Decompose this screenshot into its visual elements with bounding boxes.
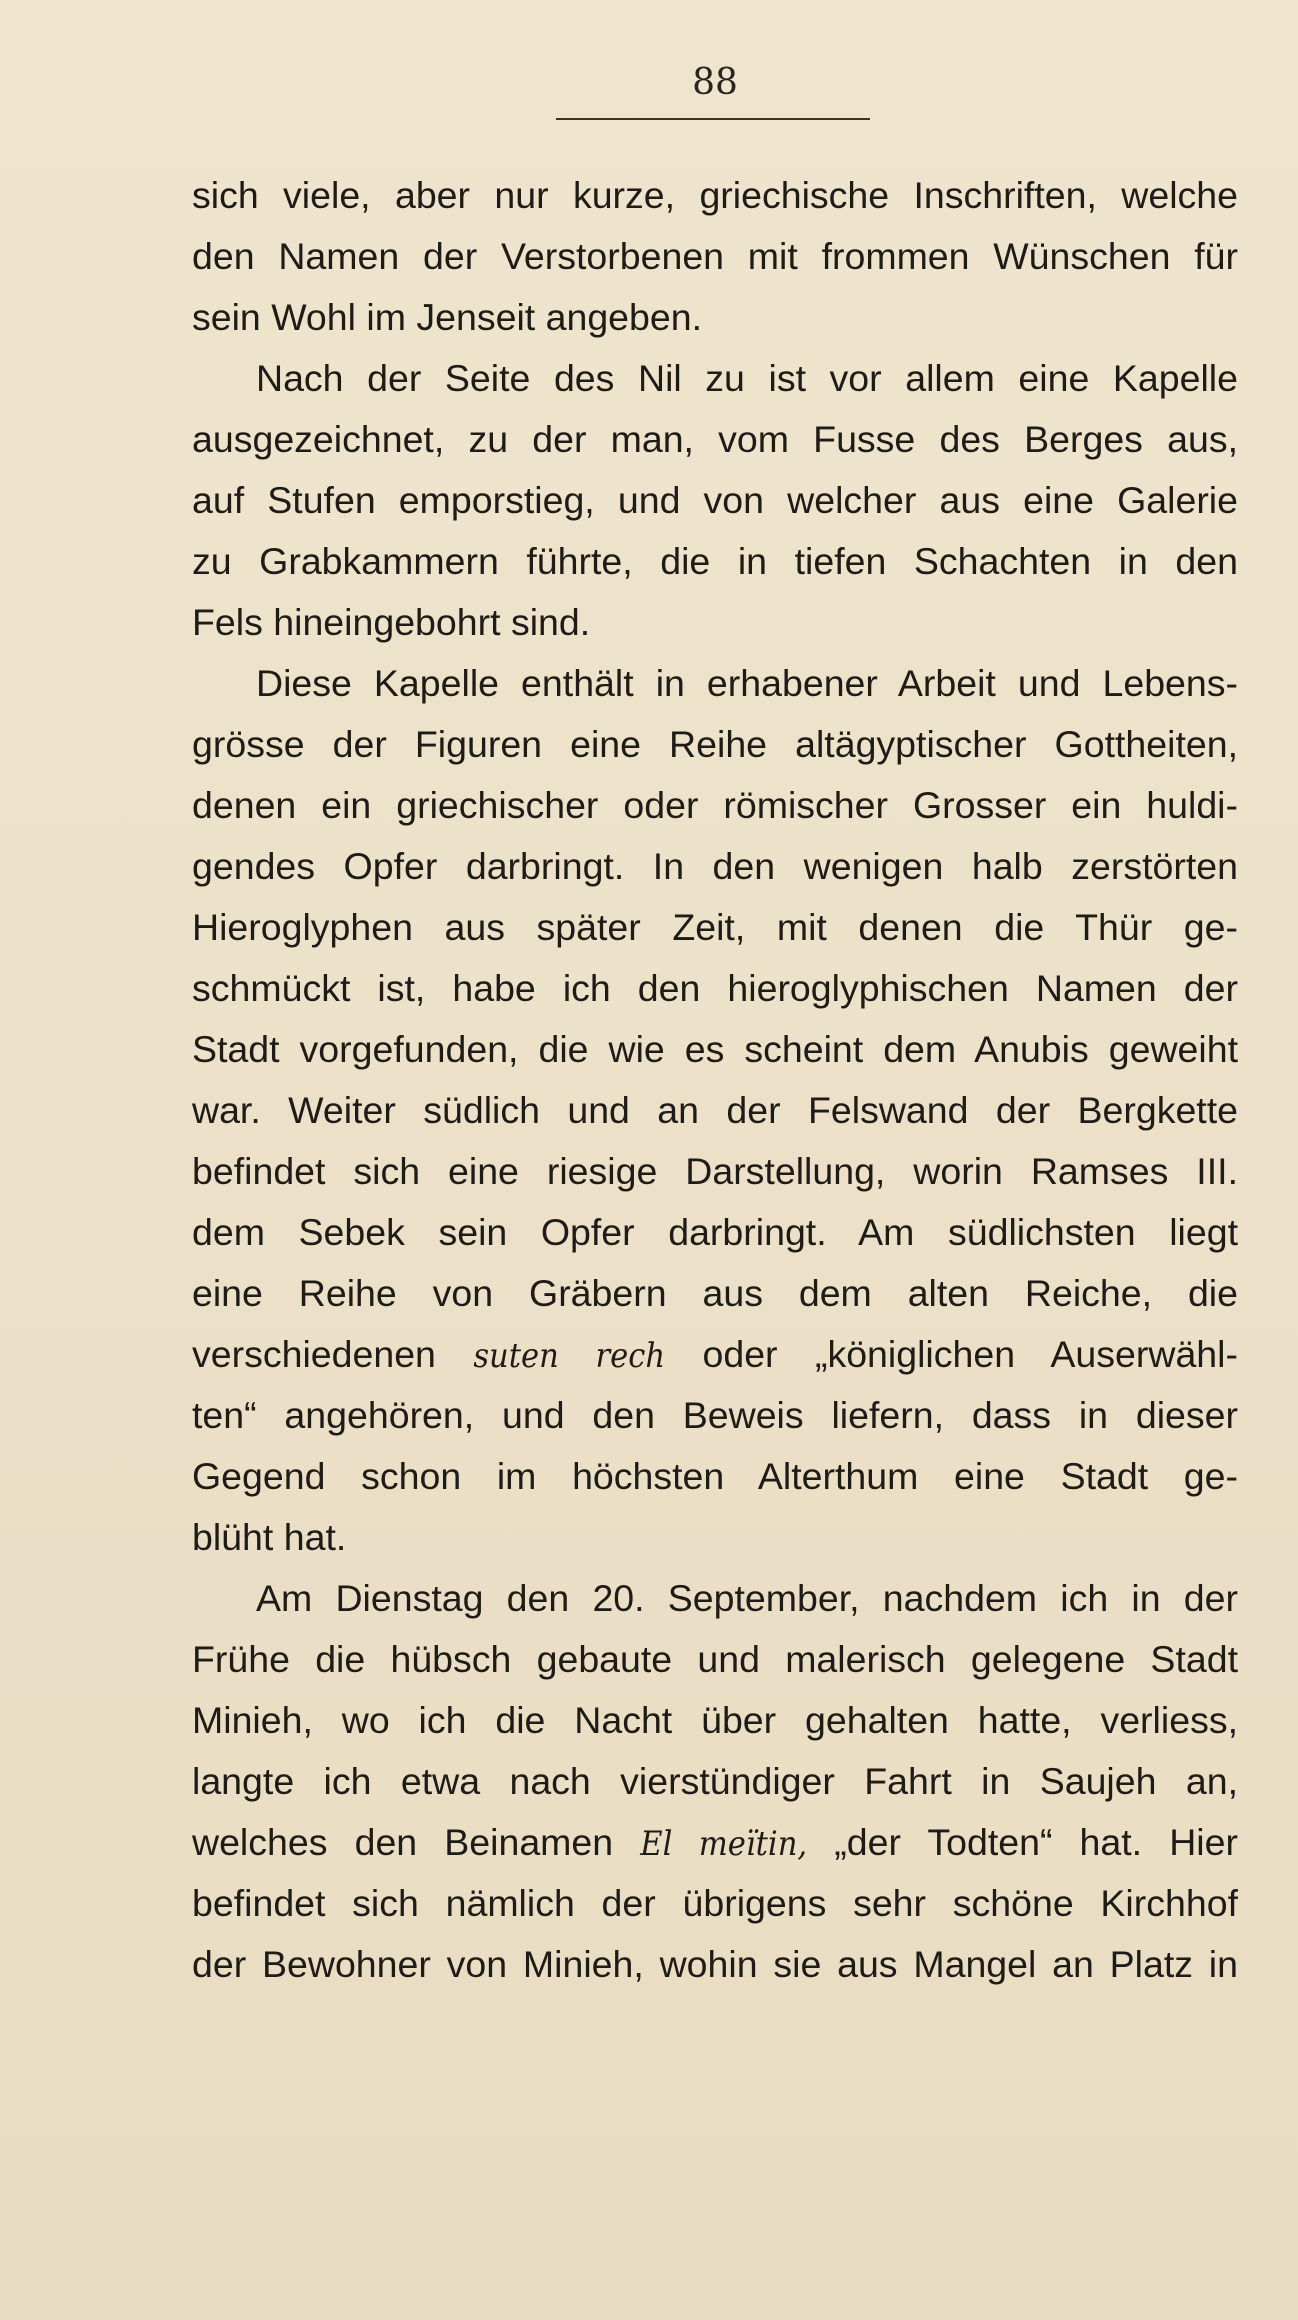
text-line: Hieroglyphen aus später Zeit, mit denen die Thür ge- <box>192 906 1238 948</box>
body-text <box>192 165 1238 1995</box>
text-line: war. Weiter südlich und an der Felswand der Bergkette <box>192 1089 1238 1131</box>
text-line: befindet sich nämlich der übrigens sehr schöne Kirchhof <box>192 1882 1238 1924</box>
text-segment: oder „königlichen Auserwähl- <box>665 1333 1238 1375</box>
text-line: befindet sich eine riesige Darstellung, worin Ramses III. <box>192 1150 1238 1192</box>
text-line: schmückt ist, habe ich den hieroglyphischen Namen der <box>192 967 1238 1009</box>
text-line <box>192 1324 1238 1385</box>
text-line: Nach der Seite des Nil zu ist vor allem eine Kapelle <box>256 357 1238 399</box>
text-line: langte ich etwa nach vierstündiger Fahrt in Saujeh an, <box>192 1760 1238 1802</box>
text-line: gendes Opfer darbringt. In den wenigen halb zerstörten <box>192 845 1238 887</box>
text-line: Am Dienstag den 20. September, nachdem ich in der <box>256 1577 1238 1619</box>
text-line: grösse der Figuren eine Reihe altägyptischer Gottheiten, <box>192 723 1238 765</box>
text-line: Fels hineingebohrt sind. <box>192 601 591 643</box>
header-rule <box>556 118 870 120</box>
text-line: der Bewohner von Minieh, wohin sie aus Mangel an Platz in <box>192 1943 1238 1985</box>
text-line: ten“ angehören, und den Beweis liefern, dass in dieser <box>192 1394 1238 1436</box>
text-line: sein Wohl im Jenseit angeben. <box>192 296 703 338</box>
italic-term: suten rech <box>473 1336 666 1376</box>
text-line: Gegend schon im höchsten Alterthum eine Stadt ge- <box>192 1455 1238 1497</box>
text-line: eine Reihe von Gräbern aus dem alten Reiche, die <box>192 1272 1238 1314</box>
text-line: auf Stufen emporstieg, und von welcher aus eine Galerie <box>192 479 1238 521</box>
text-segment: welches den Beinamen <box>192 1821 641 1863</box>
text-line: zu Grabkammern führte, die in tiefen Schachten in den <box>192 540 1238 582</box>
text-line: ausgezeichnet, zu der man, vom Fusse des Berges aus, <box>192 418 1238 460</box>
text-segment: verschiedenen <box>192 1333 474 1375</box>
text-line <box>192 1812 1238 1873</box>
text-line: blüht hat. <box>192 1516 347 1558</box>
text-line: Stadt vorgefunden, die wie es scheint dem Anubis geweiht <box>192 1028 1238 1070</box>
page-number: 88 <box>692 62 738 103</box>
text-segment: „der Todten“ hat. Hier <box>807 1821 1238 1863</box>
text-line: denen ein griechischer oder römischer Grosser ein huldi- <box>192 784 1238 826</box>
text-line: Diese Kapelle enthält in erhabener Arbeit und Lebens- <box>256 662 1238 704</box>
text-line: sich viele, aber nur kurze, griechische Inschriften, welche <box>192 174 1238 216</box>
text-line: dem Sebek sein Opfer darbringt. Am südlichsten liegt <box>192 1211 1238 1253</box>
italic-term: El meïtin, <box>640 1824 808 1864</box>
text-line: Frühe die hübsch gebaute und malerisch gelegene Stadt <box>192 1638 1238 1680</box>
text-line: den Namen der Verstorbenen mit frommen Wünschen für <box>192 235 1238 277</box>
text-line: Minieh, wo ich die Nacht über gehalten hatte, verliess, <box>192 1699 1238 1741</box>
